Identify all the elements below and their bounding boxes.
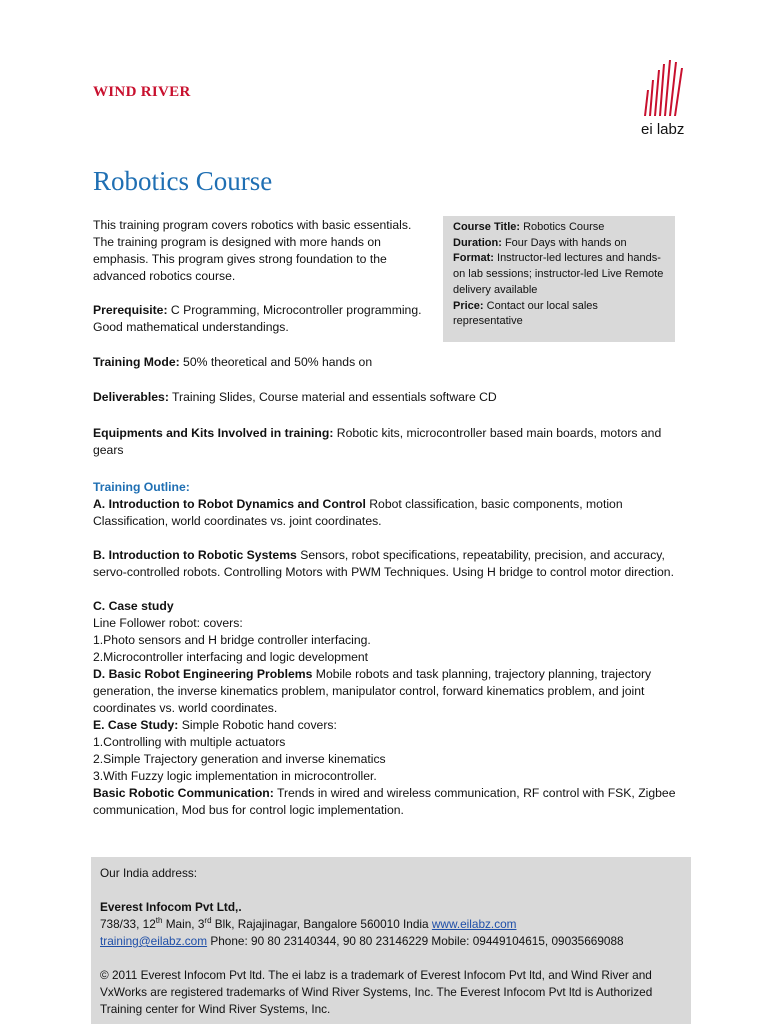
outline-item-c-line: 1.Photo sensors and H bridge controller interfacing. [93,633,371,647]
page-title: Robotics Course [93,166,273,196]
footer-heading: Our India address: [100,866,198,880]
footer-address-box [91,857,691,1024]
outline-item-b: B. Introduction to Robotic Systems Sensors, robot specifications, repeatability, precision, and accuracy, servo-controlled robots. Controlling Motors with PWM Techniques. Using H bridge to control motor direction. [93,548,674,579]
equipments-paragraph: Equipments and Kits Involved in training: Robotic kits, microcontroller based main boards, motors and gears [93,426,662,457]
training-outline-heading: Training Outline: [93,480,190,494]
intro-paragraph: This training program covers robotics with basic essentials. The training program is designed with more hands on emphasis. This program gives strong foundation to the advanced robotics course. [93,218,412,283]
wind-river-logo: WIND RIVER [93,84,191,100]
training-outline [93,479,683,819]
outline-item-e-line: 2.Simple Trajectory generation and inverse kinematics [93,752,386,766]
outline-item-c-line: 2.Microcontroller interfacing and logic development [93,650,369,664]
course-info-box [443,216,675,342]
duration-row: Duration: Four Days with hands on [453,236,627,249]
contact-line: training@eilabz.com Phone: 90 80 23140344, 90 80 23146229 Mobile: 09449104615, 09035669088 [100,934,624,948]
outline-item-c-heading: C. Case study [93,599,174,613]
outline-item-d: D. Basic Robot Engineering Problems Mobile robots and task planning, trajectory planning, trajectory generation, the inverse kinematics problem, manipulator control, forward kinematics problem, and joint coordinates vs. world coordinates. [93,667,652,715]
website-link[interactable]: www.eilabz.com [431,917,517,931]
outline-item-e-line: 1.Controlling with multiple actuators [93,735,286,749]
address-line: 738/33, 12th Main, 3rd Blk, Rajajinagar, Bangalore 560010 India www.eilabz.com [100,916,517,931]
outline-item-e: E. Case Study: Simple Robotic hand covers: [93,718,337,732]
outline-item-a: A. Introduction to Robot Dynamics and Control Robot classification, basic components, motion Classification, world coordinates vs. joint coordinates. [93,497,623,528]
format-row: Format: Instructor-led lectures and hands-on lab sessions; instructor-led Live Remote delivery available [453,252,664,296]
price-row: Price: Contact our local sales representative [453,299,598,328]
course-title-row: Course Title: Robotics Course [453,221,605,233]
outline-item-e-line: 3.With Fuzzy logic implementation in microcontroller. [93,769,377,783]
outline-item-c-line: Line Follower robot: covers: [93,616,243,630]
prerequisite-paragraph: Prerequisite: C Programming, Microcontroller programming. Good mathematical understandings. [93,303,422,334]
company-name: Everest Infocom Pvt Ltd,. [100,900,242,914]
outline-item-communication: Basic Robotic Communication: Trends in wired and wireless communication, RF control with FSK, Zigbee communication, Mod bus for control logic implementation. [93,786,676,817]
email-link[interactable]: training@eilabz.com [100,934,208,948]
training-mode-paragraph: Training Mode: 50% theoretical and 50% hands on [93,355,373,369]
ei-labz-logo-text: ei labz [641,121,685,138]
deliverables-paragraph: Deliverables: Training Slides, Course material and essentials software CD [93,390,497,404]
copyright-notice: © 2011 Everest Infocom Pvt ltd. The ei labz is a trademark of Everest Infocom Pvt ltd, and Wind River and VxWorks are registered trademarks of Wind River Systems, Inc. The Everest Infocom Pvt ltd is Authorized Training center for Wind River Systems, Inc. [100,968,653,1016]
